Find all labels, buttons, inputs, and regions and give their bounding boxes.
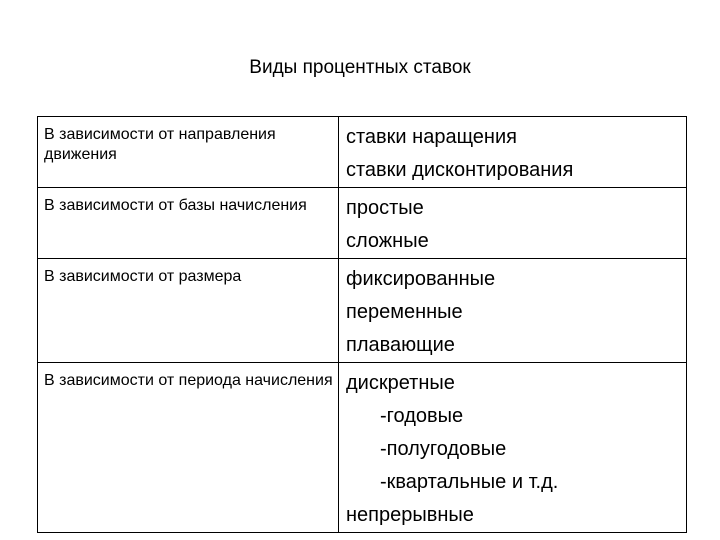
types-cell — [339, 259, 687, 363]
rate-type-item: ставки дисконтирования — [346, 159, 574, 181]
page-title: Виды процентных ставок — [249, 57, 471, 78]
criterion-cell: В зависимости от направления движения — [38, 117, 339, 188]
criterion-cell: В зависимости от периода начисления — [38, 363, 339, 533]
rate-type-item: сложные — [346, 230, 429, 252]
interest-rate-types-table — [37, 116, 687, 533]
rate-type-item: переменные — [346, 301, 463, 323]
types-cell — [339, 188, 687, 259]
rate-type-subitem: -годовые — [380, 405, 464, 427]
rate-type-subitem: -полугодовые — [380, 438, 507, 460]
rate-type-item: плавающие — [346, 334, 455, 356]
rate-type-item: ставки наращения — [346, 126, 517, 148]
rate-type-subitem: -квартальные и т.д. — [380, 471, 559, 493]
table-row — [38, 188, 687, 259]
table-row — [38, 363, 687, 533]
table-row — [38, 117, 687, 188]
types-cell — [339, 117, 687, 188]
rate-type-item: дискретные — [346, 372, 455, 394]
rate-type-item: непрерывные — [346, 504, 474, 526]
types-cell — [339, 363, 687, 533]
rate-type-item: простые — [346, 197, 424, 219]
rate-type-item: фиксированные — [346, 268, 496, 290]
table-row — [38, 259, 687, 363]
criterion-cell: В зависимости от базы начисления — [38, 188, 339, 259]
criterion-cell: В зависимости от размера — [38, 259, 339, 363]
